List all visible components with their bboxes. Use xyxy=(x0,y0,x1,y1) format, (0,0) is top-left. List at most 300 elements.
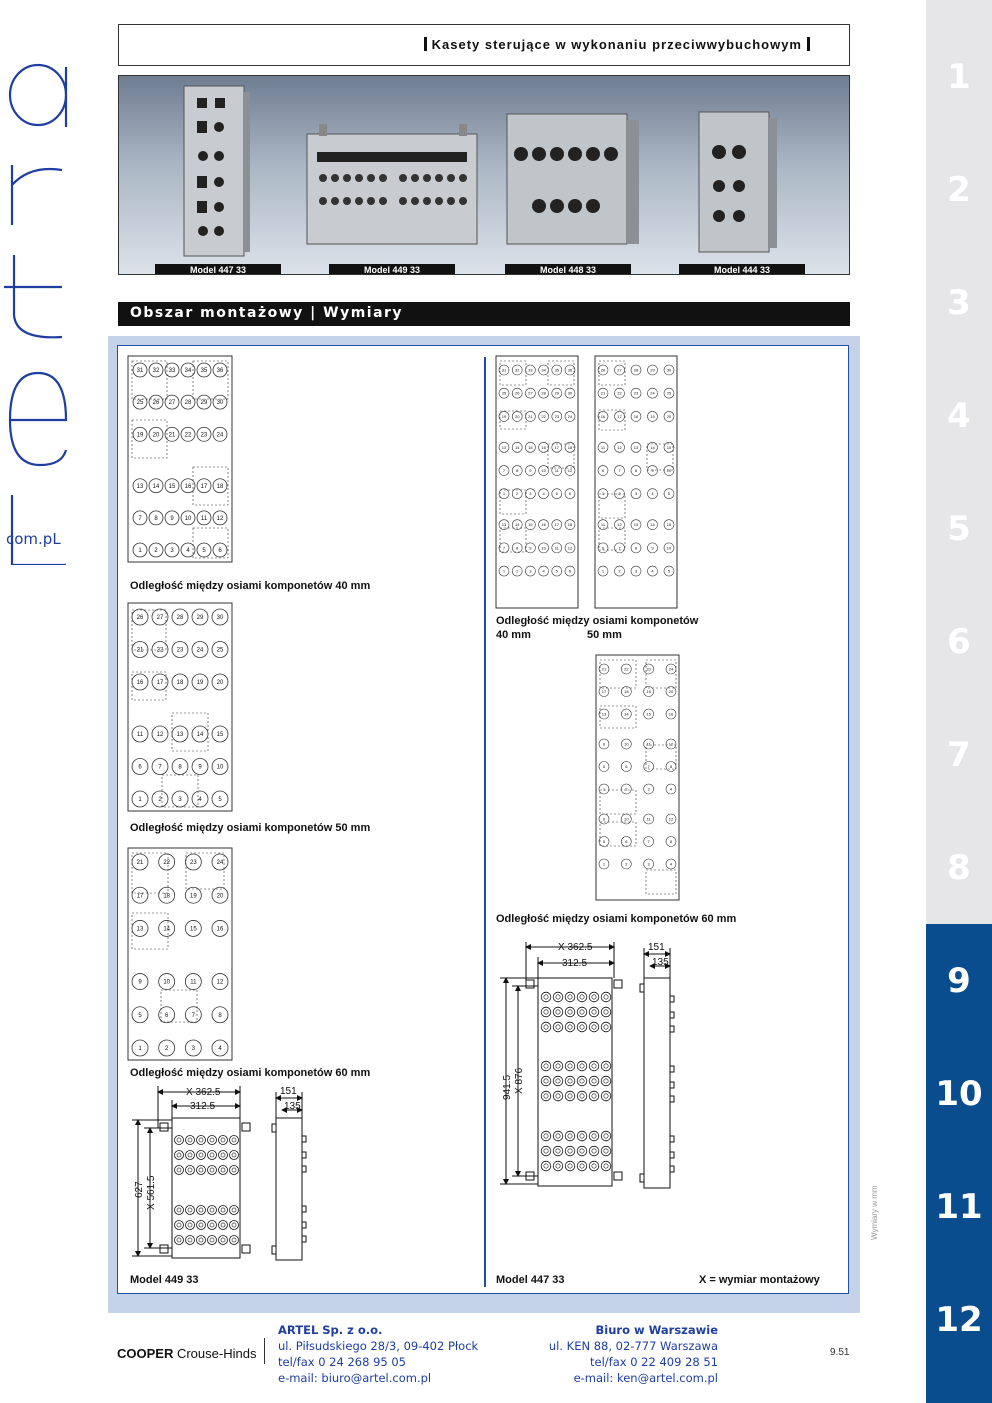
position-number: 7 xyxy=(502,468,506,474)
position-number: 21 xyxy=(601,666,607,672)
header-title: Kasety sterujące w wykonaniu przeciwwybuchowym xyxy=(419,37,815,52)
page-number: 9.51 xyxy=(830,1347,850,1358)
position-number: 30 xyxy=(216,400,224,407)
component-button xyxy=(601,1091,611,1101)
component-button xyxy=(541,1091,551,1101)
chapter-tab-8[interactable]: 8 xyxy=(926,811,992,924)
component-button xyxy=(541,1146,551,1156)
position-number: 7 xyxy=(158,764,162,771)
position-number: 1 xyxy=(138,797,142,804)
component-button-inner xyxy=(604,1010,608,1014)
button-rows xyxy=(175,1136,239,1245)
position-number: 19 xyxy=(136,432,144,439)
position-number: 16 xyxy=(136,680,144,687)
component-button xyxy=(553,1061,563,1071)
component-button xyxy=(601,1061,611,1071)
component-button-inner xyxy=(544,1064,548,1068)
position-number: 24 xyxy=(650,390,655,396)
footer-office-phone: tel/fax 0 22 409 28 51 xyxy=(590,1355,718,1369)
component-button xyxy=(186,1151,195,1160)
chapter-tab-11[interactable]: 11 xyxy=(926,1150,992,1263)
position-number: 17 xyxy=(601,689,607,694)
position-number: 3 xyxy=(170,548,174,555)
component-button xyxy=(219,1166,228,1175)
footer-company xyxy=(278,1322,478,1386)
component-button-inner xyxy=(199,1223,203,1227)
position-number: 12 xyxy=(668,741,674,747)
component-button xyxy=(208,1151,217,1160)
caption-right-40: 40 mm xyxy=(496,629,531,641)
units-note: Wymiary w mm xyxy=(870,1185,879,1240)
component-button-inner xyxy=(544,1149,548,1153)
caption-right-50: 50 mm xyxy=(587,629,622,641)
position-number: 34 xyxy=(184,368,192,375)
position-number: 24 xyxy=(216,432,224,439)
position-number: 8 xyxy=(634,545,638,551)
component-button-inner xyxy=(188,1208,192,1212)
position-number: 3 xyxy=(647,861,650,867)
component-button-inner xyxy=(604,1025,608,1029)
position-number: 15 xyxy=(646,711,651,717)
position-number: 15 xyxy=(216,732,224,739)
position-number: 2 xyxy=(516,568,519,574)
position-number: 17 xyxy=(617,413,622,419)
component-button xyxy=(589,1076,599,1086)
caption-60-right: Odległość między osiami komponetów 60 mm xyxy=(496,913,737,925)
component-button-inner xyxy=(544,1079,548,1083)
component-button-inner xyxy=(556,1164,560,1168)
component-button-inner xyxy=(221,1208,225,1212)
chapter-tab-7[interactable]: 7 xyxy=(926,698,992,811)
position-number: 5 xyxy=(202,548,206,555)
position-number: 26 xyxy=(152,400,160,407)
component-button-inner xyxy=(568,1079,572,1083)
dim-449-w-total: X 362.5 xyxy=(186,1087,221,1098)
position-number: 12 xyxy=(567,545,573,551)
position-number: 12 xyxy=(617,522,622,528)
position-number: 13 xyxy=(176,732,184,739)
position-number: 9 xyxy=(602,741,606,747)
position-number: 2 xyxy=(154,548,158,555)
chapter-tab-6[interactable]: 6 xyxy=(926,585,992,698)
position-number: 16 xyxy=(600,413,606,419)
component-button xyxy=(208,1221,217,1230)
footer-office-email[interactable]: e-mail: ken@artel.com.pl xyxy=(573,1371,718,1385)
component-button-inner xyxy=(556,1025,560,1029)
component-button xyxy=(197,1136,206,1145)
component-button-inner xyxy=(210,1208,214,1212)
component-button xyxy=(541,1007,551,1017)
component-button xyxy=(230,1236,239,1245)
section-title: Obszar montażowy | Wymiary xyxy=(118,302,850,326)
chapter-tab-4[interactable]: 4 xyxy=(926,359,992,472)
position-number: 14 xyxy=(163,926,171,933)
component-button xyxy=(175,1236,184,1245)
position-number: 29 xyxy=(554,390,560,396)
position-number: 28 xyxy=(184,400,192,407)
position-number: 18 xyxy=(624,689,629,694)
component-button xyxy=(175,1221,184,1230)
component-button xyxy=(219,1151,228,1160)
position-number: 3 xyxy=(634,491,638,497)
position-number: 8 xyxy=(516,468,519,474)
position-number: 13 xyxy=(501,522,507,528)
position-number: 20 xyxy=(216,680,224,687)
component-button xyxy=(589,1061,599,1071)
position-number: 14 xyxy=(514,444,520,450)
position-number: 20 xyxy=(152,432,160,439)
position-number: 14 xyxy=(650,444,655,450)
component-button-inner xyxy=(592,995,596,999)
component-button xyxy=(175,1136,184,1145)
position-number: 19 xyxy=(196,680,204,687)
position-number: 7 xyxy=(191,1012,196,1019)
component-button-inner xyxy=(544,1010,548,1014)
component-button xyxy=(219,1236,228,1245)
position-number: 13 xyxy=(633,522,639,528)
position-number: 12 xyxy=(216,979,224,986)
position-number: 6 xyxy=(164,1012,169,1019)
position-number: 28 xyxy=(176,615,184,622)
chapter-tab-3[interactable]: 3 xyxy=(926,246,992,359)
position-number: 11 xyxy=(600,522,606,528)
position-number: 19 xyxy=(501,413,507,419)
position-number: 7 xyxy=(618,468,621,474)
position-number: 15 xyxy=(189,926,197,933)
component-button xyxy=(541,1076,551,1086)
component-button-inner xyxy=(188,1168,192,1172)
component-button xyxy=(565,1076,575,1086)
position-number: 5 xyxy=(555,491,558,497)
photo-model-tag: Model 448 33 xyxy=(505,264,631,275)
component-button xyxy=(565,1091,575,1101)
position-number: 25 xyxy=(501,390,507,396)
position-number: 9 xyxy=(138,979,142,986)
position-number: 5 xyxy=(602,764,606,769)
position-number: 26 xyxy=(136,615,144,622)
component-button xyxy=(219,1221,228,1230)
component-button xyxy=(553,1007,563,1017)
dim-447-h-total: 941.5 xyxy=(502,1074,513,1100)
position-number: 20 xyxy=(666,413,672,419)
footer-phone: tel/fax 0 24 268 95 05 xyxy=(278,1355,406,1369)
component-button xyxy=(601,1131,611,1141)
position-number: 8 xyxy=(154,515,158,522)
caption-right-top: Odległość między osiami komponetów xyxy=(496,615,699,627)
chapter-tabs xyxy=(926,0,992,1403)
position-number: 17 xyxy=(200,483,208,490)
component-button-inner xyxy=(199,1168,203,1172)
position-number: 5 xyxy=(138,1012,142,1019)
component-button-inner xyxy=(177,1138,181,1142)
component-button xyxy=(565,992,575,1002)
component-button-inner xyxy=(232,1208,236,1212)
position-number: 10 xyxy=(541,545,546,551)
position-number: 21 xyxy=(136,647,144,654)
component-button xyxy=(219,1136,228,1145)
component-button-inner xyxy=(568,1164,572,1168)
position-number: 33 xyxy=(168,368,176,375)
position-number: 27 xyxy=(528,390,533,396)
component-button xyxy=(601,992,611,1002)
position-number: 32 xyxy=(152,368,160,375)
position-number: 20 xyxy=(514,413,520,419)
position-number: 2 xyxy=(625,861,628,867)
component-button xyxy=(577,1076,587,1086)
position-number: 1 xyxy=(502,568,506,574)
position-number: 32 xyxy=(514,367,520,373)
position-number: 6 xyxy=(625,839,628,844)
position-number: 16 xyxy=(184,483,192,490)
component-button-inner xyxy=(568,1094,572,1098)
position-number: 11 xyxy=(190,979,197,986)
position-number: 36 xyxy=(216,368,224,375)
position-number: 14 xyxy=(152,483,160,490)
position-number: 2 xyxy=(516,491,519,497)
component-button xyxy=(577,1146,587,1156)
component-button xyxy=(553,1091,563,1101)
component-button-inner xyxy=(544,1164,548,1168)
position-number: 23 xyxy=(189,860,197,867)
component-button-inner xyxy=(188,1223,192,1227)
component-button-inner xyxy=(592,1025,596,1029)
position-number: 28 xyxy=(633,367,639,373)
position-number: 17 xyxy=(156,680,164,687)
component-button xyxy=(541,1022,551,1032)
component-button-inner xyxy=(592,1149,596,1153)
position-number: 10 xyxy=(216,764,224,771)
component-button-inner xyxy=(556,1064,560,1068)
position-number: 12 xyxy=(668,816,674,822)
model-label-449: Model 449 33 xyxy=(130,1274,199,1286)
position-number: 30 xyxy=(216,615,224,622)
drawing-449-components xyxy=(175,1136,239,1245)
component-button xyxy=(565,1161,575,1171)
position-number: 10 xyxy=(184,515,192,522)
position-number: 2 xyxy=(625,786,628,792)
position-number: 12 xyxy=(567,468,573,474)
position-number: 3 xyxy=(647,786,650,792)
position-number: 4 xyxy=(651,568,654,574)
position-number: 11 xyxy=(646,816,651,822)
component-button-inner xyxy=(604,1134,608,1138)
position-number: 21 xyxy=(528,413,533,419)
position-number: 4 xyxy=(669,786,673,792)
component-button-inner xyxy=(199,1138,203,1142)
caption-60-left: Odległość między osiami komponetów 60 mm xyxy=(130,1067,371,1079)
position-number: 11 xyxy=(200,515,208,522)
position-number: 9 xyxy=(651,468,654,474)
position-number: 29 xyxy=(196,615,204,622)
position-number: 11 xyxy=(554,545,559,551)
photo-model-tag: Model 449 33 xyxy=(329,264,455,275)
position-number: 10 xyxy=(666,468,672,474)
position-number: 3 xyxy=(634,568,638,574)
position-number: 13 xyxy=(136,483,144,490)
position-number: 34 xyxy=(541,367,546,373)
chapter-tab-5[interactable]: 5 xyxy=(926,472,992,585)
component-button-inner xyxy=(188,1138,192,1142)
position-number: 22 xyxy=(617,390,622,396)
component-button xyxy=(577,1161,587,1171)
component-button-inner xyxy=(210,1223,214,1227)
position-number: 13 xyxy=(633,444,639,450)
position-number: 7 xyxy=(647,839,650,844)
component-button xyxy=(565,1022,575,1032)
component-button-inner xyxy=(221,1138,225,1142)
component-button-inner xyxy=(221,1153,225,1157)
position-number: 4 xyxy=(198,797,202,804)
component-button xyxy=(601,1022,611,1032)
position-number: 5 xyxy=(218,797,222,804)
component-button-inner xyxy=(221,1238,225,1242)
position-number: 20 xyxy=(216,893,224,900)
position-number: 21 xyxy=(600,390,606,396)
position-number: 11 xyxy=(554,468,559,474)
position-number: 29 xyxy=(650,367,655,373)
position-number: 15 xyxy=(666,444,672,450)
footer-email[interactable]: e-mail: biuro@artel.com.pl xyxy=(278,1371,432,1385)
component-button xyxy=(577,1007,587,1017)
component-button-inner xyxy=(604,1149,608,1153)
position-number: 9 xyxy=(198,764,202,771)
footer-office-name: Biuro w Warszawie xyxy=(595,1323,718,1337)
position-number: 14 xyxy=(196,732,204,739)
component-button xyxy=(577,992,587,1002)
position-number: 6 xyxy=(568,491,572,497)
position-number: 17 xyxy=(136,893,144,900)
position-number: 3 xyxy=(529,568,532,574)
component-button xyxy=(197,1221,206,1230)
component-button xyxy=(175,1151,184,1160)
position-number: 33 xyxy=(528,367,533,373)
position-number: 3 xyxy=(529,491,532,497)
component-button xyxy=(175,1166,184,1175)
component-button-inner xyxy=(580,1025,584,1029)
position-number: 28 xyxy=(541,390,546,396)
position-number: 5 xyxy=(602,839,606,844)
position-number: 35 xyxy=(200,368,208,375)
position-number: 1 xyxy=(602,861,606,867)
position-number: 2 xyxy=(618,568,621,574)
component-button xyxy=(553,1022,563,1032)
component-button-inner xyxy=(544,1094,548,1098)
chapter-tab-2[interactable]: 2 xyxy=(926,133,992,246)
position-number: 27 xyxy=(617,367,622,373)
component-button-inner xyxy=(568,1025,572,1029)
position-number: 3 xyxy=(191,1046,196,1053)
drawing-447-front xyxy=(500,942,622,1186)
component-button xyxy=(186,1206,195,1215)
chapter-tab-1[interactable]: 1 xyxy=(926,20,992,133)
position-number: 23 xyxy=(646,666,651,672)
position-number: 19 xyxy=(646,689,651,694)
component-button-inner xyxy=(544,1025,548,1029)
chapter-tab-9[interactable]: 9 xyxy=(926,924,992,1037)
component-button-inner xyxy=(210,1168,214,1172)
position-number: 2 xyxy=(164,1046,169,1053)
photo-model-tag: Model 444 33 xyxy=(679,264,805,275)
footer-office-address: ul. KEN 88, 02-777 Warszawa xyxy=(548,1339,718,1353)
component-button-inner xyxy=(177,1168,181,1172)
component-button xyxy=(565,1007,575,1017)
position-number: 6 xyxy=(218,548,222,555)
position-number: 4 xyxy=(542,491,545,497)
component-button-inner xyxy=(592,1164,596,1168)
component-button xyxy=(601,1161,611,1171)
component-button-inner xyxy=(580,1064,584,1068)
position-number: 24 xyxy=(567,413,573,419)
position-number: 4 xyxy=(651,491,654,497)
component-button xyxy=(577,1022,587,1032)
position-number: 6 xyxy=(601,545,605,551)
position-number: 1 xyxy=(502,491,506,497)
component-button xyxy=(601,1007,611,1017)
position-number: 25 xyxy=(216,647,224,654)
component-button xyxy=(230,1166,239,1175)
component-button-inner xyxy=(592,1134,596,1138)
position-number: 18 xyxy=(176,680,184,687)
position-number: 12 xyxy=(216,515,224,522)
component-button xyxy=(577,1061,587,1071)
position-number: 6 xyxy=(601,468,605,474)
component-button xyxy=(230,1136,239,1145)
component-button-inner xyxy=(232,1138,236,1142)
position-number: 4 xyxy=(218,1046,222,1053)
position-number: 8 xyxy=(218,1012,222,1019)
position-number: 7 xyxy=(647,764,650,769)
position-number: 14 xyxy=(514,522,520,528)
position-number: 18 xyxy=(216,483,224,490)
position-number: 10 xyxy=(624,741,629,747)
component-button xyxy=(541,1131,551,1141)
component-button-inner xyxy=(592,1079,596,1083)
component-button xyxy=(601,1146,611,1156)
component-button-inner xyxy=(580,1010,584,1014)
position-number: 18 xyxy=(163,893,171,900)
button-rows xyxy=(541,992,611,1171)
position-number: 7 xyxy=(618,545,621,551)
component-button-inner xyxy=(221,1168,225,1172)
position-number: 1 xyxy=(601,491,605,497)
component-button xyxy=(541,1161,551,1171)
position-number: 10 xyxy=(666,545,672,551)
chapter-tab-10[interactable]: 10 xyxy=(926,1037,992,1150)
component-button xyxy=(186,1166,195,1175)
component-button-inner xyxy=(568,1149,572,1153)
component-button-inner xyxy=(177,1208,181,1212)
chapter-tab-12[interactable]: 12 xyxy=(926,1263,992,1376)
position-number: 1 xyxy=(138,548,142,555)
component-button-inner xyxy=(568,1134,572,1138)
component-button xyxy=(589,1131,599,1141)
position-number: 18 xyxy=(567,444,573,450)
position-number: 19 xyxy=(189,893,197,900)
position-number: 22 xyxy=(541,413,546,419)
component-button-inner xyxy=(177,1238,181,1242)
component-button xyxy=(565,1061,575,1071)
component-button-inner xyxy=(568,995,572,999)
component-button xyxy=(197,1236,206,1245)
position-number: 6 xyxy=(568,568,572,574)
footer-office xyxy=(520,1322,718,1386)
component-button-inner xyxy=(544,1134,548,1138)
position-number: 23 xyxy=(200,432,208,439)
position-number: 9 xyxy=(529,545,532,551)
position-number: 10 xyxy=(624,816,629,822)
position-number: 19 xyxy=(650,413,655,419)
position-number: 22 xyxy=(156,647,164,654)
